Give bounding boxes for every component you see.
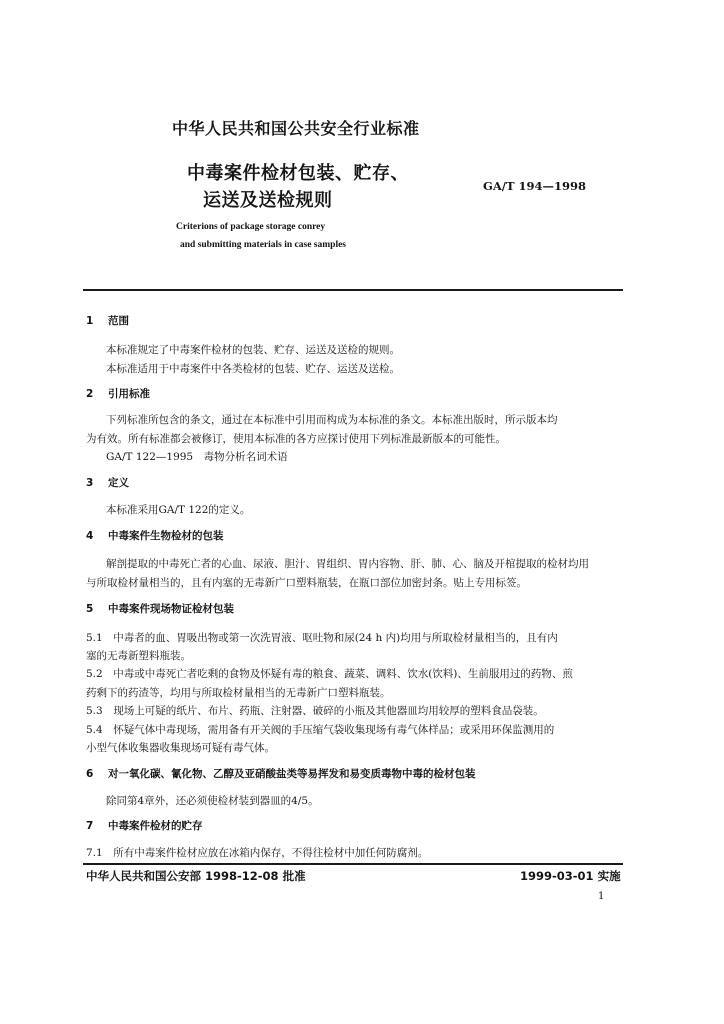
section-number: 2 bbox=[86, 388, 94, 400]
section-number: 5 bbox=[86, 603, 94, 615]
section-2-heading bbox=[86, 386, 150, 401]
section-4-heading bbox=[86, 528, 224, 543]
document-title-line2: 运送及送检规则 bbox=[203, 190, 333, 211]
section-1-heading bbox=[86, 313, 129, 328]
paragraph-line: 下列标准所包含的条文，通过在本标准中引用而构成为本标准的条文。本标准出版时，所示版本均 bbox=[106, 414, 558, 426]
clause-5-4: 5.4 怀疑气体中毒现场，需用备有开关阀的手压缩气袋收集现场有毒气体样品；或采用环保监测用的 bbox=[86, 724, 555, 736]
section-title: 引用标准 bbox=[108, 388, 150, 400]
paragraph-line: 解剖提取的中毒死亡者的心血、尿液、胆汁、胃组织、胃内容物、肝、肺、心、脑及开棺提取的检材均用 bbox=[106, 558, 589, 570]
paragraph-line: 本标准采用GA/T 122的定义。 bbox=[106, 504, 251, 516]
section-title: 范围 bbox=[108, 315, 129, 327]
section-title: 中毒案件生物检材的包装 bbox=[108, 530, 224, 542]
section-number: 6 bbox=[86, 768, 94, 780]
reference-item: GA/T 122—1995 毒物分析名词术语 bbox=[106, 451, 288, 463]
section-6-heading bbox=[86, 766, 476, 781]
section-title: 定义 bbox=[108, 477, 129, 489]
paragraph-line: 塞的无毒新塑料瓶装。 bbox=[86, 650, 191, 662]
section-title: 中毒案件现场物证检材包装 bbox=[108, 603, 234, 615]
paragraph-line: 本标准规定了中毒案件检材的包装、贮存、运送及送检的规则。 bbox=[106, 344, 400, 356]
section-number: 4 bbox=[86, 530, 94, 542]
paragraph-line: 除同第4章外，还必须使检材装到器皿的4/5。 bbox=[106, 795, 319, 807]
organization-title: 中华人民共和国公共安全行业标准 bbox=[172, 119, 420, 138]
english-title-line1: Criterions of package storage conrey bbox=[176, 222, 326, 232]
section-3-heading bbox=[86, 475, 129, 490]
footer-divider bbox=[83, 863, 623, 865]
document-title-line1: 中毒案件检材包装、贮存、 bbox=[187, 163, 409, 184]
implementation-date: 1999-03-01 实施 bbox=[520, 869, 621, 883]
clause-5-3: 5.3 现场上可疑的纸片、布片、药瓶、注射器、破碎的小瓶及其他器皿均用较厚的塑料食品袋装。 bbox=[86, 705, 544, 717]
paragraph-line: 与所取检材量相当的，且有内塞的无毒新广口塑料瓶装，在瓶口部位加密封条。贴上专用标签。 bbox=[86, 577, 527, 589]
paragraph-line: 为有效。所有标准都会被修订，使用本标准的各方应探讨使用下列标准最新版本的可能性。 bbox=[86, 433, 506, 445]
clause-5-1: 5.1 中毒者的血、胃吸出物或第一次洗胃液、呕吐物和尿(24 h 内)均用与所取检材量相当的，且有内 bbox=[86, 632, 558, 644]
section-number: 1 bbox=[86, 315, 94, 327]
approval-info: 中华人民共和国公安部 1998-12-08 批准 bbox=[86, 869, 306, 883]
section-5-heading bbox=[86, 601, 234, 616]
paragraph-line: 药剩下的药渣等，均用与所取检材量相当的无毒新广口塑料瓶装。 bbox=[86, 687, 391, 699]
section-number: 3 bbox=[86, 477, 94, 489]
clause-7-1: 7.1 所有中毒案件检材应放在冰箱内保存，不得往检材中加任何防腐剂。 bbox=[86, 847, 429, 859]
header-divider bbox=[83, 289, 623, 291]
section-title: 对一氧化碳、氰化物、乙醇及亚硝酸盐类等易挥发和易变质毒物中毒的检材包装 bbox=[108, 768, 476, 780]
section-7-heading bbox=[86, 818, 203, 833]
english-title-line2: and submitting materials in case samples bbox=[180, 240, 346, 250]
paragraph-line: 小型气体收集器收集现场可疑有毒气体。 bbox=[86, 742, 275, 754]
standard-code: GA/T 194—1998 bbox=[483, 179, 587, 193]
page-number: 1 bbox=[598, 891, 605, 902]
clause-5-2: 5.2 中毒或中毒死亡者吃剩的食物及怀疑有毒的粮食、蔬菜、调料、饮水(饮料)、生前服用过的药物、煎 bbox=[86, 668, 573, 680]
section-title: 中毒案件检材的贮存 bbox=[108, 820, 203, 832]
section-number: 7 bbox=[86, 820, 94, 832]
paragraph-line: 本标准适用于中毒案件中各类检材的包装、贮存、运送及送检。 bbox=[106, 363, 400, 375]
